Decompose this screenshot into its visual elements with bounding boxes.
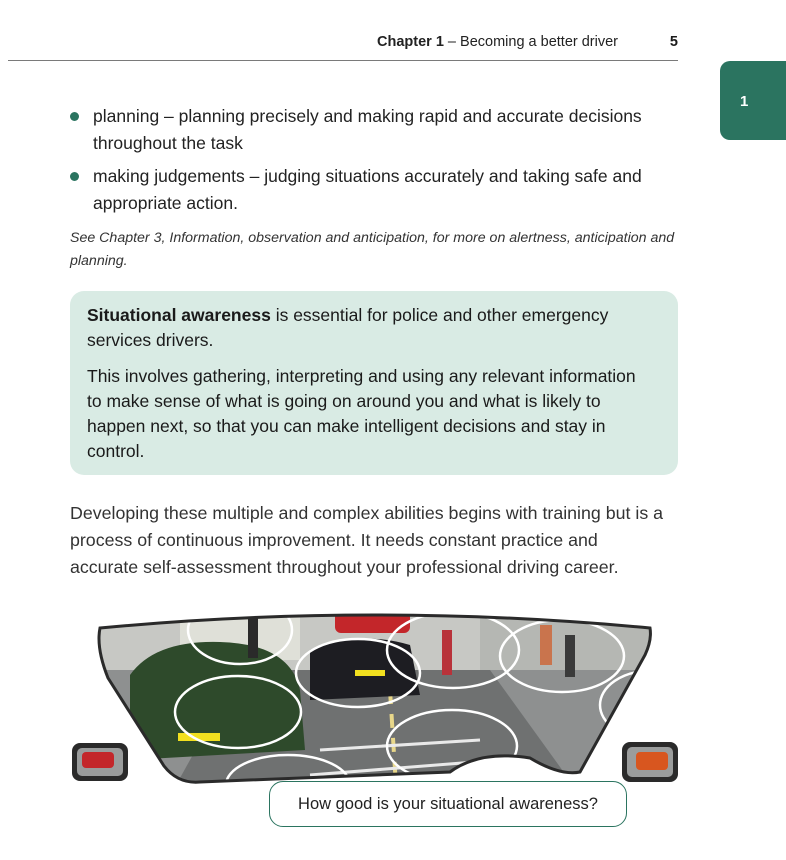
bullet-item [70, 163, 680, 217]
pedestrian [565, 635, 575, 677]
callout-term: Situational awareness [87, 305, 271, 325]
bullet-list [70, 103, 680, 223]
chapter-tab-label: 1 [740, 93, 749, 110]
dark-car [310, 639, 420, 700]
running-header [8, 28, 678, 61]
bullet-item [70, 103, 680, 157]
see-also-note: See Chapter 3, Information, observation and anticipation, for more on alertness, anticipation and planning. [70, 230, 675, 269]
figure-caption: How good is your situational awareness? [269, 781, 627, 827]
pedestrian [540, 625, 552, 665]
bullet-dot-icon [70, 112, 79, 121]
body-paragraph: Developing these multiple and complex abilities begins with training but is a process of continuous improvement. It needs constant practice and accurate self-assessment throughout your professional driving career. [70, 503, 664, 577]
bullet-text: planning – planning precisely and making rapid and accurate decisions throughout the task [93, 106, 642, 153]
callout-paragraph-1 [87, 303, 648, 353]
callout-box [70, 291, 678, 475]
right-mirror-icon [622, 742, 678, 782]
left-mirror-icon [72, 743, 128, 781]
chapter-label: Chapter 1 [377, 34, 444, 50]
callout-definition: is essential for police and other emergency services drivers. [87, 305, 609, 350]
page-number: 5 [669, 34, 678, 50]
bullet-dot-icon [70, 172, 79, 181]
pedestrian [248, 618, 258, 658]
bullet-text: making judgements – judging situations accurately and taking safe and appropriate action. [93, 166, 642, 213]
pedestrian [442, 630, 452, 675]
callout-paragraph-2: This involves gathering, interpreting and using any relevant information to make sense of what is going on around you and what is likely to happen next, so that you can make intelligent decisions and stay in control. [87, 366, 636, 461]
chapter-title: – Becoming a better driver [443, 34, 618, 50]
running-title [377, 34, 618, 50]
chapter-tab[interactable] [720, 61, 786, 140]
